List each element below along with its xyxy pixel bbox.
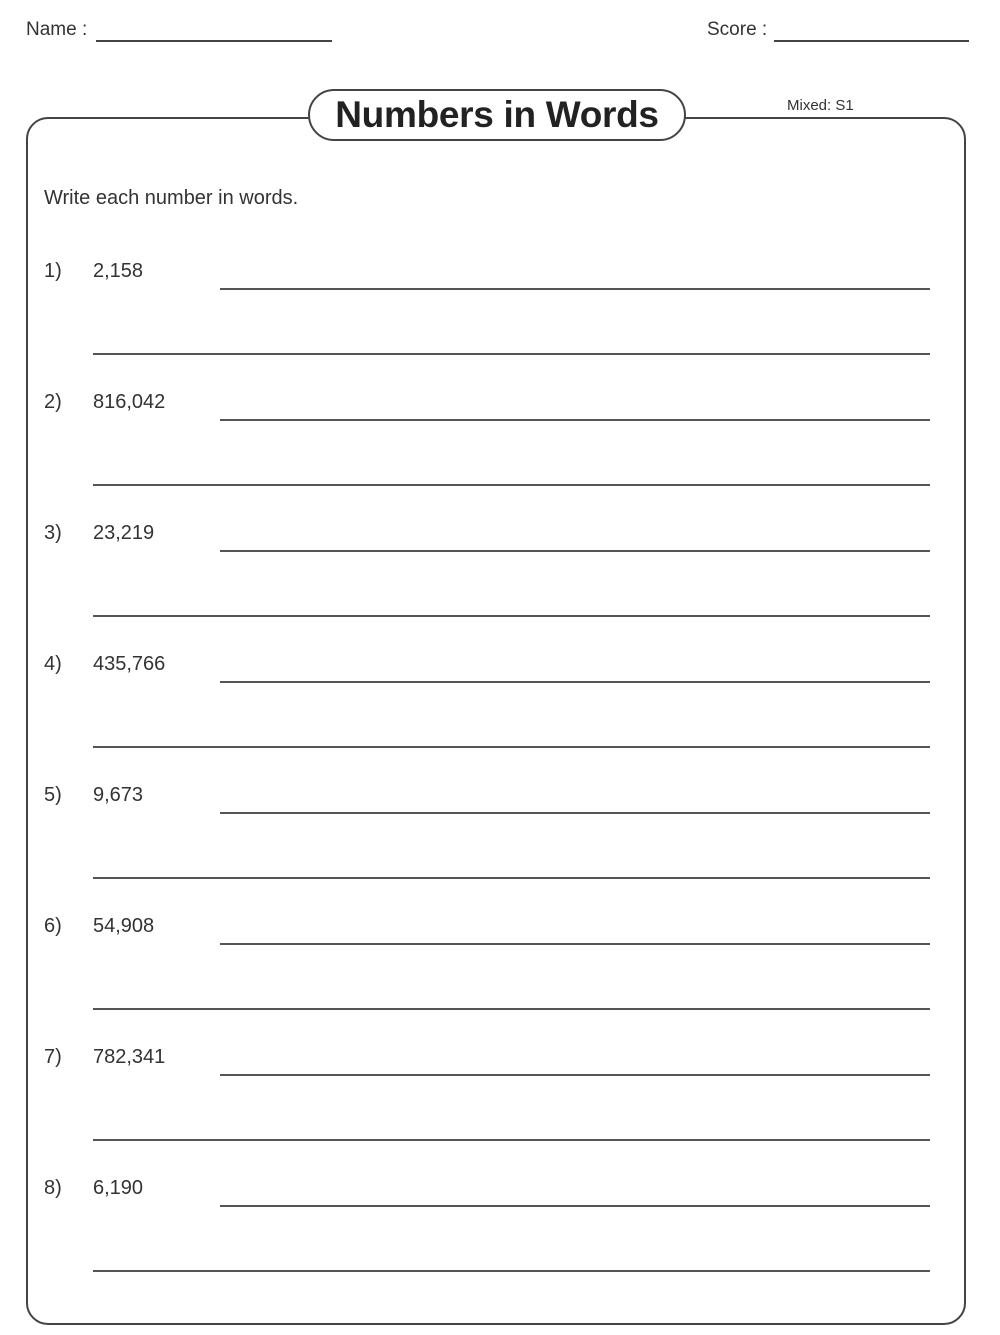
answer-line[interactable] [220,282,930,290]
problem-number: 6) [44,915,62,937]
answer-line[interactable] [93,1002,930,1010]
score-label: Score : [707,19,768,40]
problem-value: 782,341 [93,1046,166,1068]
name-label: Name : [26,19,88,40]
answer-line[interactable] [93,1264,930,1272]
problem-number: 2) [44,391,62,413]
name-field[interactable] [96,40,332,42]
answer-line[interactable] [220,806,930,814]
answer-line[interactable] [93,871,930,879]
answer-line[interactable] [93,740,930,748]
problem-number: 4) [44,653,62,675]
problem-5 [0,784,1000,904]
instructions: Write each number in words. [44,187,299,209]
score-field[interactable] [774,40,969,42]
problem-value: 54,908 [93,915,155,937]
answer-line[interactable] [220,413,930,421]
answer-line[interactable] [93,1133,930,1141]
problem-value: 816,042 [93,391,166,413]
problem-3 [0,522,1000,642]
problem-8 [0,1177,1000,1297]
answer-line[interactable] [220,544,930,552]
problem-6 [0,915,1000,1035]
answer-line[interactable] [220,1199,930,1207]
problem-value: 6,190 [93,1177,144,1199]
problem-1 [0,260,1000,380]
problem-number: 1) [44,260,62,282]
problem-value: 2,158 [93,260,144,282]
problem-value: 435,766 [93,653,166,675]
problem-2 [0,391,1000,511]
problem-value: 9,673 [93,784,144,806]
problem-number: 8) [44,1177,62,1199]
problem-number: 7) [44,1046,62,1068]
answer-line[interactable] [93,347,930,355]
problem-number: 5) [44,784,62,806]
problem-4 [0,653,1000,773]
answer-line[interactable] [220,675,930,683]
worksheet-code: Mixed: S1 [787,97,854,114]
answer-line[interactable] [93,478,930,486]
problem-value: 23,219 [93,522,155,544]
worksheet-title: Numbers in Words [308,89,686,141]
answer-line[interactable] [220,937,930,945]
problem-number: 3) [44,522,62,544]
answer-line[interactable] [93,609,930,617]
problem-7 [0,1046,1000,1166]
answer-line[interactable] [220,1068,930,1076]
